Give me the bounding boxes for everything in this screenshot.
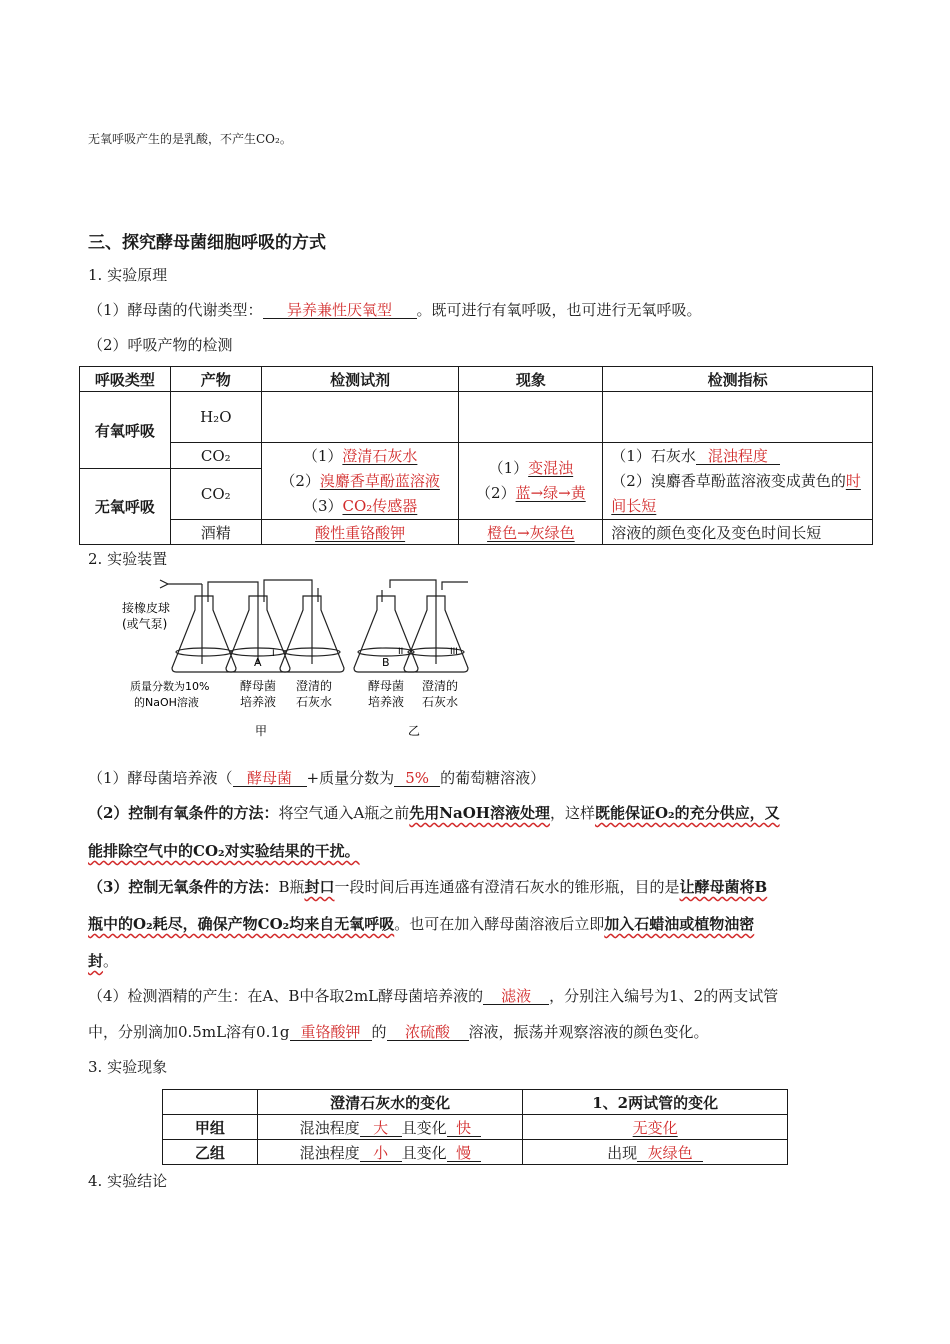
header-cell: 检测试剂 [261, 367, 459, 392]
method-text: 一段时间后再连通盛有澄清石灰水的锥形瓶，目的是 [334, 878, 680, 896]
header-cell: 检测指标 [603, 367, 873, 392]
product-cell: 酒精 [170, 520, 261, 545]
yeast-label: 培养液 [368, 695, 405, 709]
method-key: 瓶中的O₂耗尽，确保产物CO₂均来自无氧呼吸 [88, 915, 395, 933]
table-header-row [80, 367, 873, 392]
detect-answer: 浓硫酸 [387, 1024, 469, 1041]
header-cell: 澄清石灰水的变化 [257, 1090, 523, 1115]
index-cell [603, 443, 873, 520]
header-cell [163, 1090, 258, 1115]
roman-label: II [398, 647, 404, 657]
phenomenon-cell [459, 520, 603, 545]
aerobic-cell: 有氧呼吸 [80, 392, 171, 469]
cell-answer: 无变化 [632, 1118, 678, 1137]
culture-prefix: （1）酵母菌培养液（ [88, 769, 233, 787]
product-cell: H₂O [170, 392, 261, 443]
tube-change-cell [523, 1140, 788, 1165]
table-row [80, 392, 873, 443]
lime-change-cell [257, 1140, 523, 1165]
detect-text: ，分别注入编号为1、2的两支试管 [549, 987, 779, 1005]
metabolism-line [88, 299, 702, 320]
principle-heading: 1. 实验原理 [88, 266, 168, 284]
product-cell: CO₂ [170, 443, 261, 469]
yeast-label: 培养液 [240, 695, 277, 709]
cell-text: 出现 [607, 1143, 638, 1162]
method-key: 封 [88, 952, 104, 970]
cell-answer: 慢 [447, 1145, 481, 1162]
lime-label: 澄清的 [422, 679, 459, 693]
phenomena-table [162, 1089, 788, 1165]
cell-answer: 快 [447, 1120, 481, 1137]
yeast-label: 酵母菌 [240, 679, 277, 693]
method-text: 。也可在加入酵母菌溶液后立即 [394, 915, 605, 933]
cell-text: 混浊程度 [299, 1118, 360, 1137]
table-row [163, 1115, 788, 1140]
table-row [163, 1140, 788, 1165]
group-yi-label: 乙 [408, 724, 421, 738]
method-text: ，这样 [549, 804, 595, 822]
metabolism-suffix: 。既可进行有氧呼吸，也可进行无氧呼吸。 [416, 301, 702, 319]
lime-label: 石灰水 [422, 695, 459, 709]
phenom-answer: 变混浊 [528, 459, 574, 477]
culture-answer: 酵母菌 [233, 770, 307, 787]
aerobic-method-line-2 [88, 840, 360, 861]
section-title: 三、探究酵母菌细胞呼吸的方式 [88, 233, 326, 253]
header-cell: 产物 [170, 367, 261, 392]
phenom-num: （1） [488, 459, 529, 477]
index-cell: 溶液的颜色变化及变色时间长短 [603, 520, 873, 545]
anaerobic-method-line-3 [88, 950, 118, 971]
method-key: 封口 [304, 878, 335, 896]
roman-label: I [272, 649, 275, 659]
group-cell: 乙组 [163, 1140, 258, 1165]
culture-suffix: 的葡萄糖溶液） [440, 769, 546, 787]
product-detection-table [79, 366, 873, 545]
method-key: 能排除空气中的CO₂对实验结果的干扰。 [88, 842, 360, 860]
alcohol-detect-line-2 [88, 1021, 709, 1042]
pump-label: (或气泵) [122, 617, 168, 631]
naoh-label: 质量分数为10% [130, 680, 210, 693]
method-text: 。 [103, 952, 119, 970]
anaerobic-method-line [88, 876, 767, 897]
table-header-row [163, 1090, 788, 1115]
naoh-label: 的NaOH溶液 [134, 696, 199, 709]
reagent-num: （2） [280, 471, 320, 490]
apparatus-figure [120, 572, 480, 744]
method-heading: （3）控制无氧条件的方法： [88, 878, 279, 896]
method-key: 让酵母菌将B [679, 878, 768, 896]
flask-b-label: B [382, 656, 390, 669]
tube-change-cell [523, 1115, 788, 1140]
lime-label: 石灰水 [296, 695, 333, 709]
detect-text: 中，分别滴加0.5mL溶有0.1g [88, 1023, 290, 1041]
product-cell: CO₂ [170, 469, 261, 520]
reagent-num: （3） [302, 496, 343, 515]
reagent-cell [261, 443, 459, 520]
reagent-answer: CO₂传感器 [342, 496, 418, 515]
reagent-cell [261, 520, 459, 545]
reagent-answer: 澄清石灰水 [342, 446, 418, 465]
method-key: 先用NaOH溶液处理 [409, 804, 550, 822]
metabolism-prefix: （1）酵母菌的代谢类型： [88, 301, 263, 319]
table-row [80, 443, 873, 469]
phenom-answer: 蓝→绿→黄 [515, 484, 586, 502]
reagent-num: （1） [302, 446, 343, 465]
pump-label: 接橡皮球 [122, 601, 171, 615]
empty-cell [603, 392, 873, 443]
method-key: 既能保证O₂的充分供应，又 [594, 804, 780, 822]
cell-answer: 灰绿色 [637, 1145, 703, 1162]
detect-answer: 重铬酸钾 [290, 1024, 372, 1041]
flask-a-label: A [254, 656, 262, 669]
header-cell: 呼吸类型 [80, 367, 171, 392]
detect-text: （4）检测酒精的产生：在A、B中各取2mL酵母菌培养液的 [88, 987, 484, 1005]
detect-text: 溶液，振荡并观察溶液的颜色变化。 [468, 1023, 709, 1041]
detection-subheading: （2）呼吸产物的检测 [88, 336, 233, 354]
method-key: 加入石蜡油或植物油密 [604, 915, 755, 933]
phenom-num: （2） [476, 484, 516, 502]
empty-cell [261, 392, 459, 443]
header-cell: 现象 [459, 367, 603, 392]
reagent-answer: 酸性重铬酸钾 [315, 523, 406, 542]
detect-answer: 滤液 [483, 988, 549, 1005]
detect-text: 的 [371, 1023, 387, 1041]
phenomenon-cell [459, 443, 603, 520]
lime-change-cell [257, 1115, 523, 1140]
culture-mid: +质量分数为 [306, 769, 395, 787]
group-jia-label: 甲 [255, 724, 268, 738]
phenomena-heading: 3. 实验现象 [88, 1058, 168, 1076]
method-heading: （2）控制有氧条件的方法： [88, 804, 279, 822]
empty-cell [459, 392, 603, 443]
cell-text: 且变化 [401, 1118, 447, 1137]
cell-text: 混浊程度 [299, 1143, 360, 1162]
cell-answer: 大 [360, 1120, 402, 1137]
alcohol-detect-line [88, 985, 778, 1006]
index-text: （1）石灰水 [611, 446, 696, 465]
culture-line [88, 767, 545, 788]
anaerobic-method-line-2 [88, 913, 754, 934]
anaerobic-cell: 无氧呼吸 [80, 469, 171, 545]
yeast-label: 酵母菌 [368, 679, 405, 693]
intro-text: 无氧呼吸产生的是乳酸，不产生CO₂。 [88, 132, 292, 146]
phenom-answer: 橙色→灰绿色 [487, 523, 575, 542]
index-text: （2）溴麝香草酚蓝溶液变成黄色的 [611, 471, 846, 490]
table-row [80, 520, 873, 545]
conclusion-heading: 4. 实验结论 [88, 1172, 168, 1190]
aerobic-method-line [88, 802, 780, 823]
culture-answer: 5% [394, 770, 440, 787]
group-cell: 甲组 [163, 1115, 258, 1140]
index-answer: 时间长短 [611, 471, 861, 515]
roman-label: III [450, 647, 458, 657]
cell-text: 且变化 [401, 1143, 447, 1162]
lime-label: 澄清的 [296, 679, 333, 693]
metabolism-answer: 异养兼性厌氧型 [263, 302, 417, 319]
apparatus-heading: 2. 实验装置 [88, 550, 168, 568]
method-text: 将空气通入A瓶之前 [278, 804, 410, 822]
cell-answer: 小 [360, 1145, 402, 1162]
method-text: B瓶 [278, 878, 305, 896]
header-cell: 1、2两试管的变化 [523, 1090, 788, 1115]
reagent-answer: 溴麝香草酚蓝溶液 [319, 471, 440, 490]
index-answer: 混浊程度 [696, 448, 780, 465]
